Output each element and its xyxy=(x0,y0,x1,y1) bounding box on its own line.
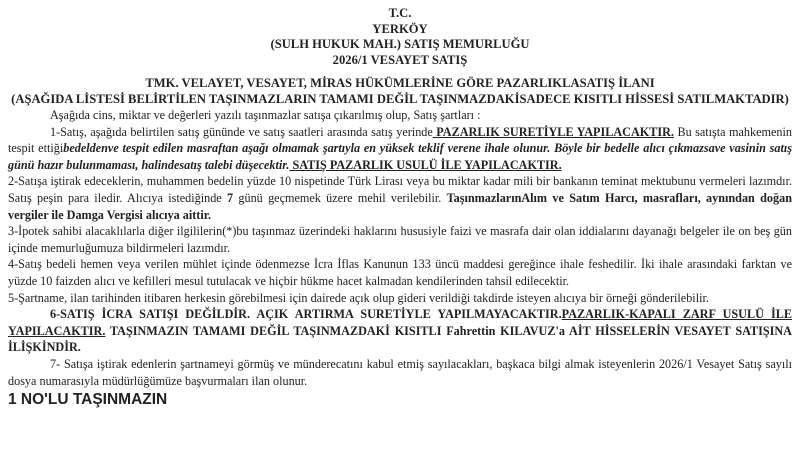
condition-1: 1-Satış, aşağıda belirtilen satış gününde ve satış saatleri arasında satış yerinde PAZARLIK SURETİYLE YAPILACAKTIR. Bu satışta mahkemenin tespit ettiğibedeldenve tespit edilen masraftan aşağı olmamak şartıyla en yüksek teklif verene ihale olunur. Böyle bir bedelle alıcı çıkmazsave vasinin satış günü hazır bulunmaması, halindesatış talebi düşecektir. SATIŞ PAZARLIK USULÜ İLE YAPILACAKTIR. xyxy=(8,124,792,172)
header xyxy=(8,6,792,107)
section-title: 1 NO'LU TAŞINMAZIN xyxy=(8,391,168,409)
header-tc: T.C. xyxy=(388,6,412,20)
announcement-title: TMK. VELAYET, VESAYET, MİRAS HÜKÜMLERİNE GÖRE PAZARLIKLASATIŞ İLANI xyxy=(145,76,655,90)
condition-2: 2-Satışa iştirak edeceklerin, muhammen bedelin yüzde 10 nispetinde Türk Lirası veya bu miktar kadar mili bir bankanın teminat mektubunu vermeleri lazımdır. Satış peşin para iledir. Alıcıya istediğinde 7 günü geçmemek üzere mehil verilebilir. TaşınmazlarınAlım ve Satım Harcı, masrafları, aynından doğan vergiler ile Damga Vergisi alıcıya aittir. xyxy=(8,174,792,222)
condition-4: 4-Satış bedeli hemen veya verilen mühlet içinde ödenmezse İcra İflas Kanunun 133 üncü maddesi gereğince ihale feshedilir. İki ihale arasındaki farktan ve yüzde 10 faizden alıcı ve kefilleri mesul tutulacak ve hiçbir hükme hacet kalmadan kendilerinden tahsil edilecektir. xyxy=(8,257,792,288)
header-office: (SULH HUKUK MAH.) SATIŞ MEMURLUĞU xyxy=(270,37,530,51)
condition-5: 5-Şartname, ilan tarihinden itibaren herkesin görebilmesi için dairede açık olup gideri verildiği takdirde isteyen alıcıya bir örneği gönderilebilir. xyxy=(8,290,709,305)
condition-3: 3-İpotek sahibi alacaklılarla diğer ilgililerin(*)bu taşınmaz üzerindeki haklarını hususiyle faizi ve masrafa dair olan iddialarını dayanağı belgeler ile on beş gün içinde memurluğumuza bildirmeleri lazımdır. xyxy=(8,224,792,255)
condition-7: 7- Satışa iştirak edenlerin şartnameyi görmüş ve münderecatını kabul etmiş sayılacakları, başkaca bilgi almak isteyenlerin 2026/1 Vesayet Satış sayılı dosya numarasıyla müdürlüğümüze başvurmaları ilan olunur. xyxy=(8,356,792,388)
header-city: YERKÖY xyxy=(372,21,428,36)
announcement-subtitle: (AŞAĞIDA LİSTESİ BELİRTİLEN TAŞINMAZLARIN TAMAMI DEĞİL TAŞINMAZDAKİSADECE KISITLI HİSSESİ SATILMAKTADIR) xyxy=(11,91,789,106)
header-file-number: 2026/1 VESAYET SATIŞ xyxy=(332,52,468,67)
intro-text: Aşağıda cins, miktar ve değerleri yazılı taşınmazlar satışa çıkarılmış olup, Satış şartları : xyxy=(50,108,481,122)
condition-6: 6-SATIŞ İCRA SATIŞI DEĞİLDİR. AÇIK ARTIRMA SURETİYLE YAPILMAYACAKTIR.PAZARLIK-KAPALI ZARF USULÜ İLE YAPILACAKTIR. TAŞINMAZIN TAMAMI DEĞİL TAŞINMAZDAKİ KISITLI Fahrettin KILAVUZ'a AİT HİSSELERİN VESAYET SATIŞINA İLİŞKİNDİR. xyxy=(8,307,792,355)
